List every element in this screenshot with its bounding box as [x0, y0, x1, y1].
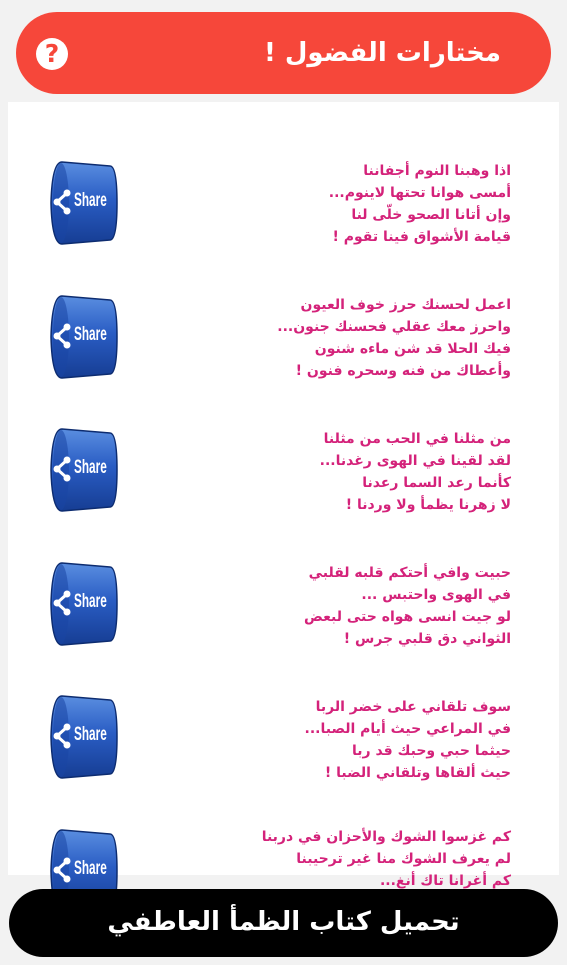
list-item	[8, 686, 559, 786]
verse-line: من مثلنا في الحب من مثلنا	[323, 431, 511, 447]
download-book-label: تحميل كتاب الظمأ العاطفي	[107, 907, 460, 937]
verse-line: واحرز معك عقلي فحسنك جنون...	[277, 319, 511, 335]
share-button[interactable]	[48, 692, 118, 782]
share-icon	[52, 455, 72, 483]
verse-line: حيثما حبي وحبك قد ربا	[352, 743, 511, 759]
verse-line: حبيت وافي أحتكم قلبه لقلبي	[308, 565, 511, 581]
list-item	[8, 286, 559, 386]
verse-text	[181, 294, 511, 382]
verse-line: أمسى هوانا تحتها لاينوم...	[328, 185, 511, 201]
verse-line: لا زهرنا يظمأ ولا وردنا !	[345, 497, 511, 513]
verse-text	[181, 696, 511, 784]
share-button[interactable]	[48, 425, 118, 515]
verse-line: حيث ألقاها وتلقاني الضبا !	[324, 765, 511, 781]
verse-line: في الهوى واحتبس ...	[361, 587, 511, 603]
verse-line: لم يعرف الشوك منا غير ترحيبنا	[296, 851, 511, 867]
share-button[interactable]	[48, 559, 118, 649]
share-label: Share	[74, 324, 107, 345]
download-book-button[interactable]	[9, 889, 558, 957]
verse-line: لقد لقينا في الهوى رغدنا...	[319, 453, 511, 469]
verse-text	[181, 160, 511, 248]
verse-line: وأعطاك من فنه وسحره فنون !	[295, 363, 511, 379]
page-title: مختارات الفضول !	[263, 38, 501, 68]
list-item	[8, 419, 559, 519]
verse-line: قيامة الأشواق فينا تقوم !	[332, 229, 511, 245]
verse-line: كم غزسوا الشوك والأحزان في دربنا	[261, 829, 511, 845]
verse-line: كأنما رعد السما رعدنا	[362, 475, 511, 491]
verse-line: اذا وهبنا النوم أجفاننا	[363, 163, 511, 179]
verses-list[interactable]	[8, 102, 559, 889]
share-icon	[52, 722, 72, 750]
share-icon	[52, 322, 72, 350]
app-header	[16, 12, 551, 94]
verse-text	[181, 562, 511, 650]
share-button[interactable]	[48, 292, 118, 382]
list-item	[8, 553, 559, 653]
verse-text	[181, 428, 511, 516]
verse-line: اعمل لحسنك حرز خوف العيون	[300, 297, 511, 313]
share-icon	[52, 856, 72, 884]
share-label: Share	[74, 724, 107, 745]
verse-line: الثواني دق قلبي جرس !	[343, 631, 511, 647]
verse-line: لو جيت انسى هواه حتى لبعض	[304, 609, 511, 625]
list-item	[8, 152, 559, 252]
verse-line: كم أغرانا تاك أنغ...	[379, 873, 511, 889]
share-label: Share	[74, 457, 107, 478]
verse-line: وإن أتانا الصحو خلّى لنا	[351, 207, 511, 223]
share-label: Share	[74, 190, 107, 211]
question-mark-icon[interactable]: ?	[36, 38, 68, 70]
share-label: Share	[74, 858, 107, 879]
verse-line: فيك الحلا قد شن ماءه شنون	[314, 341, 511, 357]
verse-line: سوف تلقاني على خضر الربا	[315, 699, 511, 715]
share-label: Share	[74, 591, 107, 612]
share-icon	[52, 188, 72, 216]
verse-line: في المراعي حيث أيام الصبا...	[304, 721, 511, 737]
share-icon	[52, 589, 72, 617]
share-button[interactable]	[48, 158, 118, 248]
